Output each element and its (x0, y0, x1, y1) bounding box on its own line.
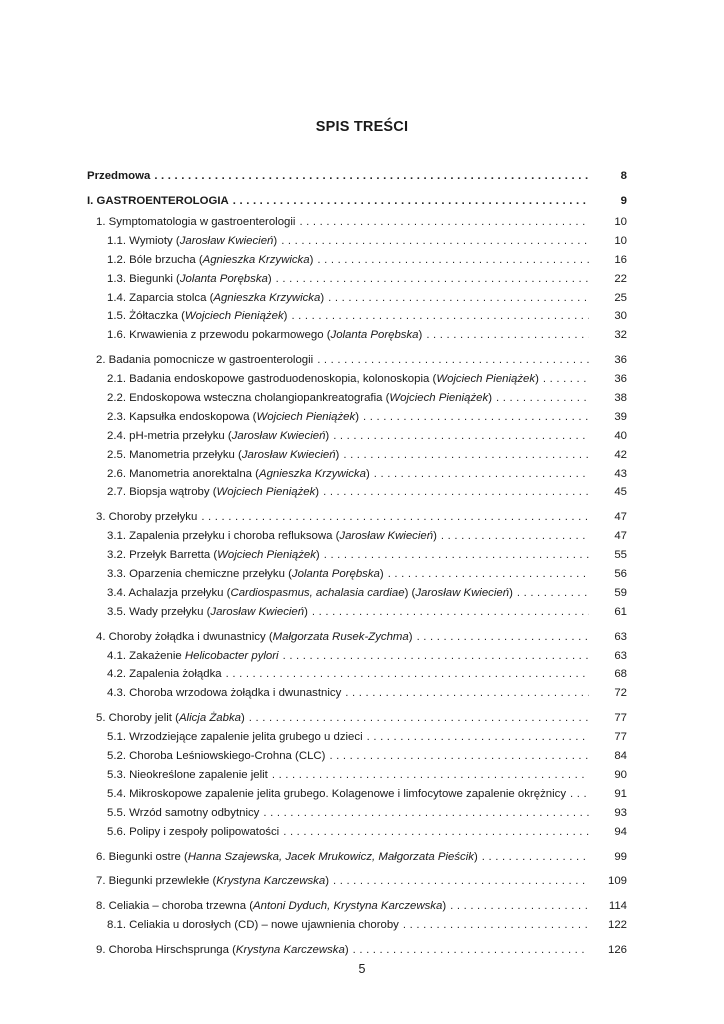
toc-entry-page: 47 (614, 530, 627, 543)
toc-entry-page: 99 (614, 850, 627, 863)
toc-leader-dots (299, 213, 589, 232)
toc-entry-page: 63 (614, 630, 627, 643)
toc-entry-text: 1. Symptomatologia w gastroenterologii (96, 216, 296, 228)
toc-entry-page: 32 (614, 329, 627, 342)
toc-entry-text: ) (315, 486, 320, 499)
toc-entry (87, 546, 627, 565)
toc-entry-title (96, 351, 313, 370)
toc-entry (87, 427, 627, 446)
toc-entry-text: 2.3. Kapsułka endoskopowa ( (107, 410, 257, 423)
toc-leader-dots (482, 848, 589, 867)
toc-entry-text: 1.6. Krwawienia z przewodu pokarmowego ( (107, 329, 331, 342)
toc-entry-text: 3.5. Wady przełyku ( (107, 605, 211, 618)
toc-entry-title (96, 709, 245, 728)
toc-entry-text: ) (442, 900, 447, 913)
toc-entry (87, 351, 627, 370)
toc-entry-page: 94 (614, 825, 627, 838)
toc-entry-page: 10 (614, 234, 627, 247)
toc-entry-author: Jarosław Kwiecień (415, 586, 510, 599)
toc-entry-page: 40 (614, 429, 627, 442)
toc-entry-text: ) (315, 549, 320, 562)
toc-leader-dots (329, 747, 589, 766)
toc-leader-dots (328, 289, 589, 308)
toc-entry-text: 1.2. Bóle brzucha ( (107, 253, 203, 266)
toc-entry (87, 483, 627, 502)
toc-entry (87, 709, 627, 728)
toc-leader-dots (272, 766, 589, 785)
toc-entry-text: 3.1. Zapalenia przełyku i choroba refluksowa ( (107, 530, 340, 543)
toc-entry-page: 72 (614, 687, 627, 700)
toc-entry-text: 2.5. Manometria przełyku ( (107, 448, 242, 461)
toc-entry-title (107, 527, 437, 546)
toc-entry-title (96, 213, 295, 232)
toc-entry-text: 2.6. Manometria anorektalna ( (107, 467, 259, 480)
toc-entry-text: Przedmowa (87, 170, 151, 182)
toc-entry (87, 916, 627, 935)
toc-entry-title (107, 427, 329, 446)
toc-leader-dots (333, 872, 589, 891)
toc-entry-text: ) (433, 530, 437, 543)
toc-leader-dots (570, 785, 589, 804)
toc-entry-text: ) (320, 291, 325, 304)
toc-entry-text: 1.1. Wymioty ( (107, 234, 180, 247)
toc-entry-author: Cardiospasmus, achalasia cardiae (230, 586, 405, 599)
toc-entry (87, 897, 627, 916)
toc-entry-text: 2.4. pH-metria przełyku ( (107, 429, 232, 442)
toc-entry (87, 565, 627, 584)
toc-leader-dots (388, 565, 589, 584)
toc-entry (87, 766, 627, 785)
toc-leader-dots (367, 728, 589, 747)
toc-entry-page: 77 (614, 731, 627, 744)
toc-entry-text: 3.4. Achalazja przełyku ( (107, 586, 231, 599)
toc-leader-dots (317, 251, 589, 270)
toc-entry-title (107, 584, 513, 603)
toc-entry (87, 508, 627, 527)
toc-entry-page: 42 (614, 448, 627, 461)
toc-entry (87, 164, 627, 189)
toc-leader-dots (263, 804, 589, 823)
toc-leader-dots (233, 189, 589, 214)
toc-entry-text: I. GASTROENTEROLOGIA (87, 194, 229, 207)
toc-entry-page: 84 (614, 750, 627, 763)
toc-leader-dots (333, 427, 589, 446)
toc-entry (87, 804, 627, 823)
toc-entry-text: 3.3. Oparzenia chemiczne przełyku ( (107, 568, 292, 581)
toc-leader-dots (226, 665, 589, 684)
toc-entry-text: 4.1. Zakażenie (107, 649, 185, 662)
toc-entry-text: 9. Choroba Hirschsprunga ( (96, 944, 236, 957)
toc-entry (87, 628, 627, 647)
toc-leader-dots (317, 351, 589, 370)
toc-entry-page: 25 (614, 291, 627, 304)
toc-entry-page: 122 (607, 919, 627, 932)
toc-leader-dots (154, 164, 589, 189)
toc-leader-dots (276, 270, 589, 289)
toc-leader-dots (291, 307, 589, 326)
toc-entry-author: Agnieszka Krzywicka (202, 253, 310, 266)
toc-entry-page: 10 (614, 216, 627, 228)
toc-leader-dots (283, 823, 589, 842)
toc-entry (87, 647, 627, 666)
toc-entry-author: Jarosław Kwiecień (231, 429, 326, 442)
toc-entry-text: ) (304, 605, 308, 618)
toc-leader-dots (543, 370, 589, 389)
toc-entry-title (107, 326, 422, 345)
toc-entry (87, 584, 627, 603)
page-number: 5 (358, 962, 366, 976)
toc-entry (87, 728, 627, 747)
toc-entry-title (107, 785, 566, 804)
toc-entry (87, 189, 627, 214)
toc-entry-page: 55 (614, 549, 627, 562)
toc-entry-page: 77 (614, 712, 627, 725)
toc-entry-page: 90 (614, 768, 627, 781)
toc-leader-dots (363, 408, 589, 427)
toc-entry-text: 5.1. Wrzodziejące zapalenie jelita grubego u dzieci (107, 731, 363, 744)
toc-entry-author: Wojciech Pieniążek (389, 392, 489, 405)
toc-entry-author: Agnieszka Krzywicka (258, 467, 366, 480)
toc-entry-title (96, 508, 197, 527)
toc-entry-author: Wojciech Pieniążek (436, 373, 536, 386)
toc-entry-title (107, 289, 324, 308)
toc-leader-dots (201, 508, 589, 527)
toc-entry-author: Wojciech Pieniążek (184, 310, 284, 323)
toc-entry-title (107, 684, 341, 703)
toc-entry-text: ) (379, 568, 384, 581)
toc-entry-page: 114 (608, 900, 627, 913)
toc-entry-page: 16 (614, 253, 627, 266)
toc-entry-author: Hanna Szajewska, Jacek Mrukowicz, Małgorzata Pieścik (187, 850, 474, 863)
toc-entry-author: Wojciech Pieniążek (216, 486, 316, 499)
toc-entry-text: 1.5. Żółtaczka ( (107, 310, 185, 323)
toc-entry-text: 2. Badania pomocnicze w gastroenterologii (96, 354, 314, 367)
toc-entry-page: 63 (614, 649, 627, 662)
toc-leader-dots (417, 628, 589, 647)
toc-entry-author: Agnieszka Krzywicka (213, 291, 321, 304)
toc-entry-page: 61 (614, 605, 627, 618)
toc-entry-text: 1.4. Zaparcia stolca ( (107, 291, 214, 304)
toc-entry-title (107, 483, 319, 502)
toc-leader-dots (312, 603, 589, 622)
toc-entry-text: ) (267, 272, 272, 285)
toc-entry-author: Jarosław Kwiecień (339, 530, 434, 543)
toc-entry-text: 5. Choroby jelit ( (96, 712, 179, 725)
toc-entry-page: 36 (614, 354, 627, 367)
toc-entry-author: Antoni Dyduch, Krystyna Karczewska (253, 900, 443, 913)
toc-entry-page: 39 (614, 410, 627, 423)
toc-entry (87, 684, 627, 703)
toc-entry-title (107, 747, 325, 766)
toc-leader-dots (283, 647, 589, 666)
toc-entry-page: 9 (620, 194, 627, 207)
toc-entry-author: Jolanta Porębska (291, 568, 380, 581)
toc-entry-author: Jarosław Kwiecień (241, 448, 336, 461)
toc-leader-dots (345, 684, 589, 703)
toc-entry-author: Jolanta Porębska (330, 329, 419, 342)
toc-leader-dots (281, 232, 589, 251)
toc-entry-page: 43 (614, 467, 627, 480)
toc-entry-title (96, 941, 349, 960)
toc-leader-dots (324, 546, 589, 565)
toc-entry-title (96, 872, 329, 891)
toc-entry (87, 465, 627, 484)
toc-entry-page: 59 (614, 586, 627, 599)
toc-entry-page: 68 (614, 668, 627, 681)
toc-entry-author: Jolanta Porębska (179, 272, 268, 285)
toc-entry-page: 56 (614, 568, 627, 581)
toc-leader-dots (374, 465, 589, 484)
toc-entry-text: ) (325, 875, 329, 888)
toc-leader-dots (441, 527, 589, 546)
toc-entry-title (107, 665, 222, 684)
toc-entry-page: 126 (607, 944, 627, 957)
toc-entry-text: 6. Biegunki ostre ( (96, 850, 188, 863)
toc-entry-author: Krystyna Karczewska (235, 944, 345, 957)
toc-entry-text: ) (309, 253, 314, 266)
toc-entry (87, 603, 627, 622)
toc-entry (87, 389, 627, 408)
toc-entry-text: 2.1. Badania endoskopowe gastroduodenoskopia, kolonoskopia ( (107, 373, 437, 386)
toc-entry-page: 22 (614, 272, 627, 285)
toc-entry-text: 1.3. Biegunki ( (107, 272, 180, 285)
toc-entry-title (107, 603, 308, 622)
toc-entry-text: 8.1. Celiakia u dorosłych (CD) – nowe ujawnienia choroby (107, 919, 399, 932)
toc-entry-text: 7. Biegunki przewlekłe ( (96, 875, 217, 888)
toc-leader-dots (343, 446, 589, 465)
toc-entry (87, 446, 627, 465)
toc-entry (87, 785, 627, 804)
toc-entry-text: ) (325, 429, 330, 442)
toc-entry-title (107, 251, 313, 270)
toc-entry-page: 38 (614, 392, 627, 405)
toc-entry (87, 747, 627, 766)
toc-entry-text: ) (473, 850, 478, 863)
toc-entry-title (107, 270, 272, 289)
toc-entry-text: 5.2. Choroba Leśniowskiego-Crohna (CLC) (107, 750, 326, 763)
toc-leader-dots (353, 941, 589, 960)
page-title: SPIS TREŚCI (315, 119, 409, 135)
toc-entry-title (107, 307, 287, 326)
toc-entry-title (107, 389, 492, 408)
toc-entry (87, 848, 627, 867)
toc-entry (87, 527, 627, 546)
toc-entry-text: ) (418, 329, 423, 342)
toc-leader-dots (323, 483, 589, 502)
toc-entry-text: ) (365, 467, 370, 480)
toc-entry-title (107, 728, 363, 747)
toc-entry-title (107, 647, 279, 666)
toc-entry-page: 93 (614, 806, 627, 819)
toc-entry-text: ) (355, 410, 360, 423)
toc-entry-title (107, 465, 370, 484)
toc-entry-page: 91 (614, 787, 627, 800)
toc-entry (87, 326, 627, 345)
toc-entry-title (107, 565, 384, 584)
toc-entry-text: ) (273, 234, 278, 247)
toc-entry (87, 941, 627, 960)
toc-entry (87, 370, 627, 389)
toc-entry-title (96, 628, 413, 647)
toc-entry-title (107, 916, 399, 935)
toc-entry-page: 30 (614, 310, 627, 323)
toc-entry-text: 5.5. Wrzód samotny odbytnicy (107, 806, 260, 819)
toc-entry-author: Krystyna Karczewska (216, 875, 326, 888)
toc-entry-title (107, 766, 268, 785)
toc-entry-title (87, 164, 150, 189)
toc-leader-dots (249, 709, 589, 728)
toc-entry-page: 36 (614, 373, 627, 386)
toc-entry-title (107, 446, 339, 465)
toc-entry (87, 307, 627, 326)
toc-entry (87, 270, 627, 289)
toc-entry (87, 232, 627, 251)
toc-entry-text: 5.4. Mikroskopowe zapalenie jelita grubego. Kolagenowe i limfocytowe zapalenie okrężnicy (107, 787, 567, 800)
toc-entry (87, 665, 627, 684)
toc-entry-author: Jarosław Kwiecień (210, 605, 305, 618)
toc-leader-dots (403, 916, 589, 935)
toc-entry-text: 2.2. Endoskopowa wsteczna cholangiopankreatografia ( (107, 392, 390, 405)
toc-entry-text: ) ( (404, 586, 416, 599)
toc-entry (87, 251, 627, 270)
toc-entry-text: ) (344, 944, 349, 957)
toc-entry (87, 408, 627, 427)
table-of-contents (87, 164, 627, 960)
toc-entry-text: 3.2. Przełyk Barretta ( (107, 549, 218, 562)
toc-entry-title (107, 823, 279, 842)
toc-entry-title (107, 370, 539, 389)
toc-leader-dots (450, 897, 589, 916)
toc-entry (87, 823, 627, 842)
toc-entry-author: Małgorzata Rusek-Zychma (272, 630, 409, 643)
toc-entry-page: 109 (607, 875, 627, 888)
toc-entry-text: 8. Celiakia – choroba trzewna ( (96, 900, 254, 913)
toc-entry-text: 4. Choroby żołądka i dwunastnicy ( (96, 630, 273, 643)
toc-leader-dots (517, 584, 589, 603)
toc-entry-author: Alicja Żabka (178, 712, 241, 725)
toc-entry-title (87, 189, 229, 214)
toc-entry-text: ) (488, 392, 492, 405)
toc-entry-text: 3. Choroby przełyku (96, 511, 198, 524)
toc-entry-text: ) (283, 310, 288, 323)
toc-entry-text: 5.6. Polipy i zespoły polipowatości (107, 825, 280, 838)
toc-entry-title (96, 897, 446, 916)
toc-entry-text: ) (509, 586, 513, 599)
toc-entry (87, 213, 627, 232)
toc-entry-text: ) (240, 712, 245, 725)
toc-entry-title (96, 848, 478, 867)
toc-entry-title (107, 232, 277, 251)
toc-entry-author: Wojciech Pieniążek (217, 549, 316, 562)
toc-leader-dots (496, 389, 589, 408)
toc-entry-page: 47 (614, 511, 627, 524)
toc-entry-text: ) (335, 448, 340, 461)
toc-entry-text: ) (535, 373, 539, 386)
toc-entry-author: Wojciech Pieniążek (256, 410, 356, 423)
toc-entry-author: Jarosław Kwiecień (179, 234, 274, 247)
toc-leader-dots (426, 326, 589, 345)
toc-entry-text: 4.3. Choroba wrzodowa żołądka i dwunastnicy (107, 687, 342, 700)
toc-entry-title (107, 804, 259, 823)
toc-entry-text: ) (408, 630, 413, 643)
toc-entry-page: 8 (620, 170, 627, 182)
toc-entry-title (107, 408, 359, 427)
toc-entry-text: 2.7. Biopsja wątroby ( (107, 486, 217, 499)
toc-entry-page: 45 (614, 486, 627, 499)
toc-entry-title (107, 546, 320, 565)
toc-entry (87, 872, 627, 891)
toc-entry-author: Helicobacter pylori (184, 649, 279, 662)
toc-entry-text: 5.3. Nieokreślone zapalenie jelit (107, 768, 268, 781)
toc-entry-text: 4.2. Zapalenia żołądka (107, 668, 222, 681)
toc-entry (87, 289, 627, 308)
